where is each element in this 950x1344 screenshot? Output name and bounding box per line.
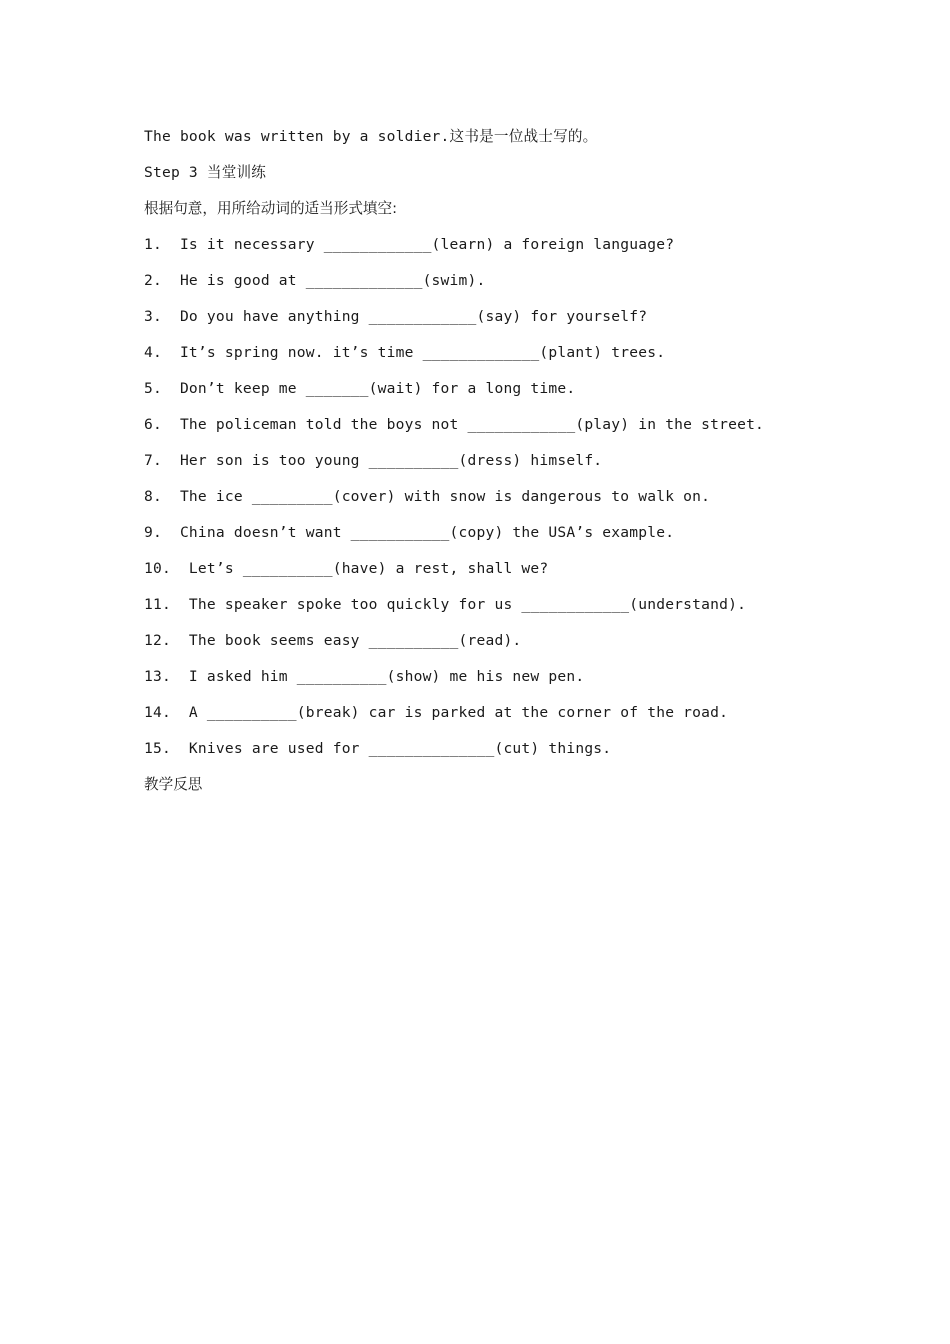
exercise-item-4: 4. It’s spring now. it’s time _____________(plant) trees.	[144, 344, 666, 361]
exercise-item-2: 2. He is good at _____________(swim).	[144, 272, 486, 289]
exercise-item-9: 9. China doesn’t want ___________(copy) the USA’s example.	[144, 524, 675, 541]
exercise-item-5: 5. Don’t keep me _______(wait) for a long time.	[144, 380, 576, 397]
exercise-item-3: 3. Do you have anything ____________(say) for yourself?	[144, 308, 648, 325]
exercise-item-8: 8. The ice _________(cover) with snow is dangerous to walk on.	[144, 488, 711, 505]
exercise-item-13: 13. I asked him __________(show) me his new pen.	[144, 668, 585, 685]
exercise-item-1: 1. Is it necessary ____________(learn) a foreign language?	[144, 236, 675, 253]
example-sentence: The book was written by a soldier.这书是一位战士写的。	[144, 128, 598, 145]
exercise-item-12: 12. The book seems easy __________(read).	[144, 632, 522, 649]
document-content	[144, 126, 844, 810]
exercise-item-11: 11. The speaker spoke too quickly for us ____________(understand).	[144, 596, 747, 613]
exercise-item-14: 14. A __________(break) car is parked at the corner of the road.	[144, 704, 729, 721]
step-heading: Step 3 当堂训练	[144, 164, 267, 181]
exercise-item-10: 10. Let’s __________(have) a rest, shall we?	[144, 560, 549, 577]
exercise-item-7: 7. Her son is too young __________(dress) himself.	[144, 452, 603, 469]
exercise-item-6: 6. The policeman told the boys not ____________(play) in the street.	[144, 416, 765, 433]
exercise-item-15: 15. Knives are used for ______________(cut) things.	[144, 740, 612, 757]
reflection-heading: 教学反思	[144, 776, 203, 793]
exercise-instructions: 根据句意，用所给动词的适当形式填空:	[144, 200, 398, 217]
